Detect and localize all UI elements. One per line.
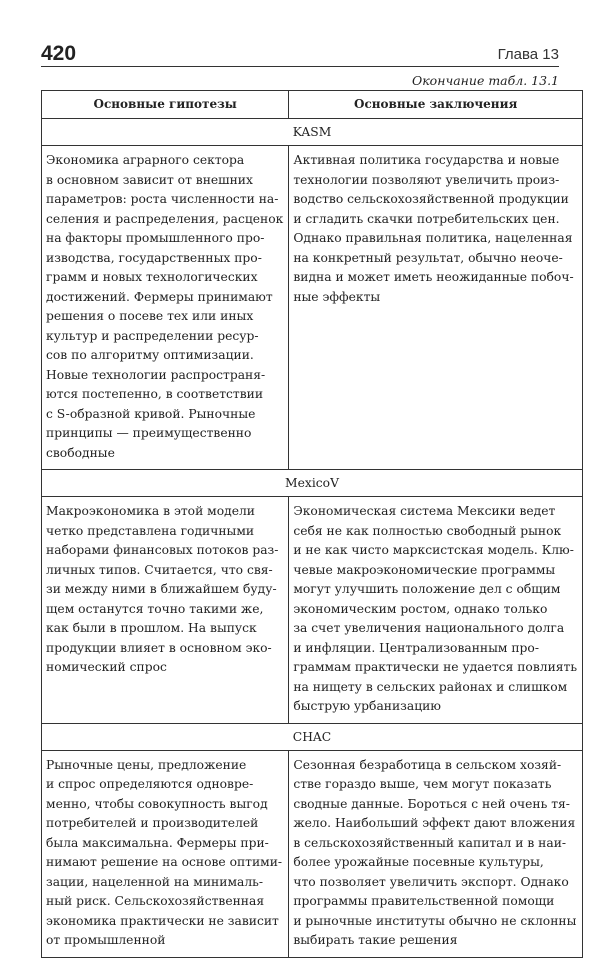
- text-line: что позволяет увеличить экспорт. Однако: [293, 874, 569, 889]
- conclusions-cell: [289, 497, 583, 724]
- text-line: ные эффекты: [293, 289, 381, 304]
- text-line: от промышленной: [46, 933, 166, 947]
- text-line: стве гораздо выше, чем могут показать: [293, 777, 552, 791]
- text-line: технологии позволяют увеличить произ-: [293, 172, 560, 187]
- header-conclusions: Основные заключения: [289, 91, 583, 119]
- section-row: [42, 119, 583, 146]
- section-title: CHAC: [42, 723, 583, 750]
- models-table: [41, 90, 583, 958]
- text-line: более урожайные посевные культуры,: [293, 855, 544, 869]
- chapter-title: Глава 13: [497, 46, 559, 63]
- hypotheses-cell: [42, 146, 289, 470]
- text-line: в основном зависит от внешних: [46, 172, 253, 187]
- text-line: номический спрос: [46, 660, 167, 674]
- text-line: культур и распределении ресур-: [46, 328, 259, 343]
- text-line: сов по алгоритму оптимизации.: [46, 348, 254, 362]
- text-line: чевые макроэкономические программы: [293, 562, 556, 577]
- text-line: достижений. Фермеры принимают: [46, 289, 273, 304]
- conclusions-cell: [289, 146, 583, 470]
- text-line: решения о посеве тех или иных: [46, 309, 254, 323]
- table-header-row: [42, 91, 583, 119]
- text-line: продукции влияет в основном эко-: [46, 640, 272, 655]
- text-line: Однако правильная политика, нацеленная: [293, 231, 573, 245]
- section-title: MexicoV: [42, 470, 583, 497]
- section-row: [42, 723, 583, 750]
- text-line: нимают решение на основе оптими-: [46, 855, 283, 869]
- text-line: и рыночные институты обычно не склонны: [293, 913, 577, 928]
- text-line: личных типов. Считается, что свя-: [46, 562, 273, 577]
- text-line: на конкретный результат, обычно неоче-: [293, 250, 563, 265]
- table-row: [42, 146, 583, 470]
- text-line: Рыночные цены, предложение: [46, 757, 247, 772]
- text-line: ются постепенно, в соответствии: [46, 387, 264, 401]
- table-row: [42, 497, 583, 724]
- text-line: была максимальна. Фермеры при-: [46, 835, 269, 850]
- text-line: Экономика аграрного сектора: [46, 153, 245, 167]
- text-line: Активная политика государства и новые: [293, 153, 560, 167]
- text-line: граммам практически не удается повлиять: [293, 660, 578, 674]
- text-line: Сезонная безработица в сельском хозяй-: [293, 757, 562, 772]
- hypotheses-cell: [42, 497, 289, 724]
- text-line: экономическим ростом, однако только: [293, 601, 548, 616]
- text-line: параметров: роста численности на-: [46, 192, 279, 206]
- text-line: четко представлена годичными: [46, 523, 255, 538]
- text-line: грамм и новых технологических: [46, 270, 258, 284]
- text-line: и спрос определяются одновре-: [46, 777, 254, 791]
- text-line: в сельскохозяйственный капитал и в наи-: [293, 835, 567, 850]
- table-row: [42, 750, 583, 957]
- text-line: наборами финансовых потоков раз-: [46, 543, 279, 557]
- text-line: потребителей и производителей: [46, 816, 259, 830]
- section-title: KASM: [42, 119, 583, 146]
- text-line: за счет увеличения национального долга: [293, 621, 565, 635]
- table-caption: Окончание табл. 13.1: [411, 73, 559, 88]
- header-hypotheses: Основные гипотезы: [42, 91, 289, 119]
- text-line: жело. Наибольший эффект дают вложения: [293, 816, 576, 830]
- text-line: быструю урбанизацию: [293, 699, 442, 713]
- text-line: и сгладить скачки потребительских цен.: [293, 211, 560, 226]
- text-line: водство сельскохозяйственной продукции: [293, 192, 569, 206]
- text-line: могут улучшить положение дел с общим: [293, 582, 561, 596]
- text-line: и не как чисто марксистская модель. Клю-: [293, 543, 574, 557]
- text-line: программы правительственной помощи: [293, 894, 555, 908]
- text-line: Новые технологии распространя-: [46, 367, 266, 382]
- text-line: принципы — преимущественно: [46, 426, 252, 440]
- section-row: [42, 470, 583, 497]
- text-line: на нищету в сельских районах и слишком: [293, 679, 568, 694]
- text-line: ный риск. Сельскохозяйственная: [46, 894, 265, 908]
- hypotheses-cell: [42, 750, 289, 957]
- text-line: и инфляции. Централизованным про-: [293, 640, 539, 655]
- conclusions-cell: [289, 750, 583, 957]
- text-line: с S-образной кривой. Рыночные: [46, 406, 256, 421]
- page-number: 420: [41, 42, 77, 65]
- text-line: зации, нацеленной на минималь-: [46, 874, 264, 889]
- text-line: как были в прошлом. На выпуск: [46, 621, 257, 635]
- text-line: на факторы промышленного про-: [46, 231, 265, 245]
- text-line: сводные данные. Бороться с ней очень тя-: [293, 796, 570, 811]
- header-rule: [41, 66, 559, 67]
- text-line: видна и может иметь неожиданные побоч-: [293, 270, 574, 284]
- text-line: Макроэкономика в этой модели: [46, 504, 255, 518]
- text-line: менно, чтобы совокупность выгод: [46, 796, 268, 811]
- text-line: зи между ними в ближайшем буду-: [46, 582, 277, 596]
- text-line: свободные: [46, 445, 115, 460]
- text-line: себя не как полностью свободный рынок: [293, 523, 562, 538]
- text-line: изводства, государственных про-: [46, 250, 262, 265]
- text-line: щем останутся точно такими же,: [46, 601, 264, 616]
- text-line: экономика практически не зависит: [46, 913, 279, 928]
- text-line: Экономическая система Мексики ведет: [293, 504, 556, 518]
- text-line: селения и распределения, расценок: [46, 211, 284, 226]
- text-line: выбирать такие решения: [293, 933, 458, 947]
